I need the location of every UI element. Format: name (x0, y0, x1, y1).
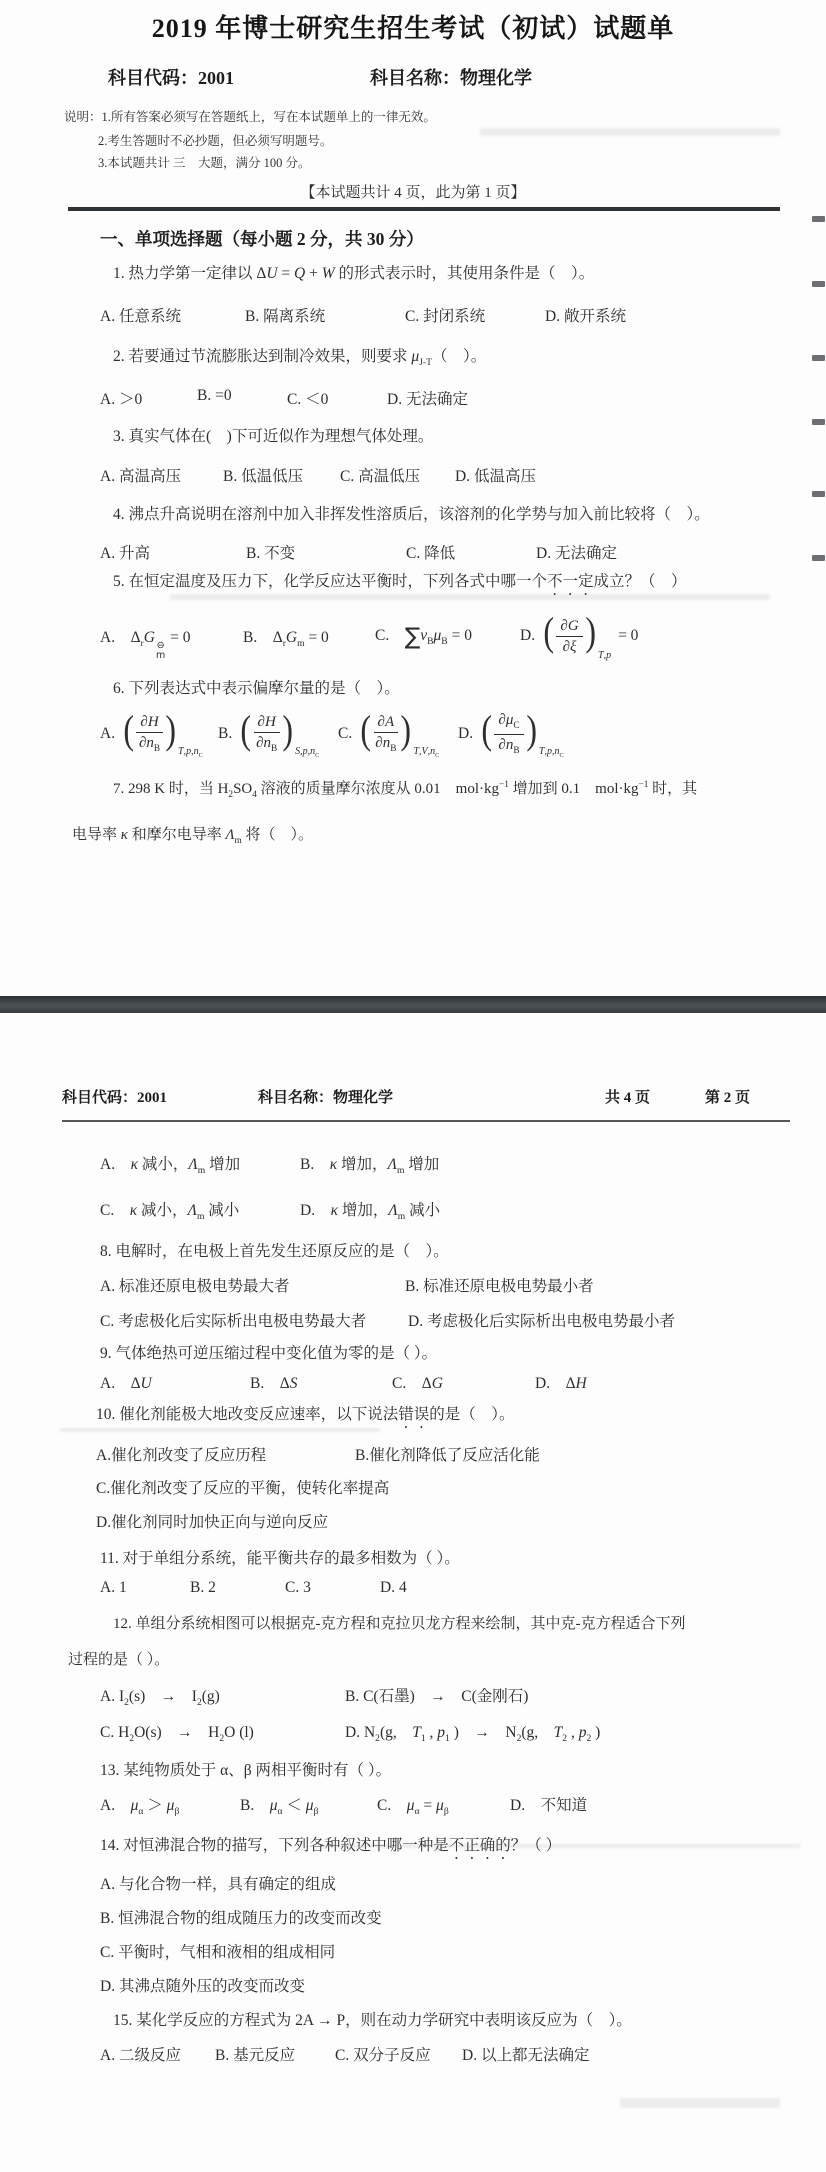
q12-option-a: A. $I_2(s)$ → $I_2(g)$ (100, 1688, 220, 1709)
scan-streak (480, 128, 780, 136)
subject-code: 科目代码：2001 (108, 68, 234, 88)
fraction-condition-subscript: $T,p,n_C$ (538, 746, 564, 759)
q3-option-a: A. 高温高压 (100, 468, 181, 485)
scan-artifact (812, 216, 825, 222)
page-number: 第 2 页 (705, 1090, 751, 1106)
total-pages: 共 4 页 (605, 1090, 651, 1106)
q9-option-b: B. ΔS (250, 1375, 298, 1392)
q3-option-b: B. 低温低压 (223, 468, 304, 485)
q11-option-b: B. 2 (190, 1579, 216, 1596)
fraction-denominator: $\partial n_B$ (256, 734, 278, 754)
left-paren (241, 730, 252, 739)
question-15-text: 15. 某化学反应的方程式为 2A → P，则在动力学研究中表明该反应为（ ）。 (113, 2012, 632, 2029)
q5-option-c: C. $\sum\nu_B\mu_B = 0$ (375, 624, 472, 650)
q14-option-d: D. 其沸点随外压的改变而改变 (100, 1978, 305, 1995)
question-7-options-row-2 (0, 1198, 826, 1224)
q4-option-c: C. 降低 (406, 545, 456, 562)
question-1-options (0, 304, 826, 330)
subject-name: 科目名称：物理化学 (370, 68, 532, 88)
q7-option-c: C. κ 减小，$\Lambda_m$ 减小 (100, 1202, 240, 1223)
q14-option-b: B. 恒沸混合物的组成随压力的改变而改变 (100, 1910, 382, 1927)
question-14-options-row-2 (0, 1906, 826, 1932)
question-14-options-row-3 (0, 1940, 826, 1966)
q5-option-d (520, 608, 638, 664)
fraction-condition-subscript: $T,p,n_C$ (178, 746, 203, 759)
question-10-text: 10. 催化剂能极大地改变反应速率，以下说法错误的是（ ）。 (96, 1406, 515, 1423)
q12-option-d: D. $N_2(g$, $T_1$ , $p_1$ ) → $N_2(g$, $T_2$ , $p_2$ ) (345, 1724, 601, 1745)
q11-option-d: D. 4 (380, 1579, 407, 1596)
partial-derivative-fraction (136, 713, 162, 755)
scan-artifact (812, 491, 825, 497)
q9-option-a: A. ΔU (100, 1375, 152, 1392)
scan-streak (620, 2098, 780, 2108)
q2-option-d: D. 无法确定 (387, 391, 468, 408)
header-rule (68, 207, 780, 211)
question-7-text-line-2: 电导率 κ 和摩尔电导率 $\Lambda_m$ 将（ ）。 (72, 827, 314, 846)
q10-option-c: C.催化剂改变了反应的平衡，使转化率提高 (96, 1480, 390, 1497)
question-8-text: 8. 电解时，在电极上首先发生还原反应的是（ ）。 (100, 1243, 449, 1260)
q12-option-b: B. C(石墨) → C(金刚石) (345, 1688, 529, 1705)
instruction-line-1: 说明：1.所有答案必须写在答题纸上，写在本试题单上的一律无效。 (64, 110, 436, 124)
page-count-info: 【本试题共计 4 页，此为第 1 页】 (300, 185, 526, 201)
question-5-options (0, 608, 826, 668)
question-10-options-row-3 (0, 1510, 826, 1536)
q15-option-b: B. 基元反应 (215, 2047, 296, 2064)
q1-option-b: B. 隔离系统 (245, 308, 326, 325)
question-1-text: 1. 热力学第一定律以 ΔU = Q + W 的形式表示时，其使用条件是（ ）。 (113, 265, 595, 282)
question-6-text: 6. 下列表达式中表示偏摩尔量的是（ ）。 (113, 680, 400, 697)
question-10-options-row-2 (0, 1476, 826, 1502)
q2-option-c: C. ＜0 (287, 391, 329, 408)
fraction-numerator: ∂G (556, 617, 582, 637)
question-14-text: 14. 对恒沸混合物的描写，下列各种叙述中哪一种是不正确的？（ ） (100, 1837, 562, 1854)
question-12-options-row-1 (0, 1684, 826, 1710)
fraction-condition-subscript: T,p (598, 650, 612, 661)
q4-option-d: D. 无法确定 (536, 545, 617, 562)
q13-option-c: C. $\mu_\alpha = \mu_\beta$ (377, 1797, 449, 1818)
question-15-options (0, 2043, 826, 2069)
page-title: 2019 年博士研究生招生考试（初试）试题单 (151, 14, 675, 43)
q9-option-d: D. ΔH (535, 1375, 587, 1392)
question-8-options-row-1 (0, 1274, 826, 1300)
subject-name: 科目名称：物理化学 (258, 1090, 394, 1106)
q5-option-a: A. $\Delta_rG$ ⊖ m = 0 (100, 629, 191, 661)
option-label: A. (100, 725, 116, 742)
right-paren (585, 632, 596, 641)
q1-option-a: A. 任意系统 (100, 308, 181, 325)
question-13-options (0, 1793, 826, 1819)
q14-option-c: C. 平衡时，气相和液相的组成相同 (100, 1944, 336, 1961)
right-paren (526, 730, 537, 739)
q3-option-d: D. 低温高压 (455, 468, 536, 485)
q1-option-d: D. 敞开系统 (545, 308, 626, 325)
question-12-text-line-1: 12. 单组分系统相图可以根据克-克方程和克拉贝龙方程来绘制，其中克-克方程适合下列 (113, 1616, 686, 1632)
question-14-options-row-4 (0, 1974, 826, 2000)
q8-option-c: C. 考虑极化后实际析出电极电势最大者 (100, 1313, 367, 1330)
page-separator-band (0, 996, 826, 1013)
question-9-options (0, 1371, 826, 1397)
q6-option-b (218, 706, 319, 762)
right-paren (400, 730, 411, 739)
scan-artifact (812, 555, 825, 561)
q9-option-c: C. ΔG (392, 1375, 443, 1392)
formula-suffix: = 0 (618, 627, 639, 644)
partial-derivative-fraction (374, 713, 399, 755)
question-6-options (0, 706, 826, 770)
q8-option-a: A. 标准还原电极电势最大者 (100, 1278, 290, 1295)
question-9-text: 9. 气体绝热可逆压缩过程中变化值为零的是（ ）。 (100, 1345, 438, 1362)
q3-option-c: C. 高温低压 (340, 468, 421, 485)
q6-option-c (338, 706, 439, 762)
q4-option-b: B. 不变 (246, 545, 296, 562)
fraction-condition-subscript: $S,p,n_C$ (295, 746, 320, 759)
partial-derivative-fraction (556, 617, 582, 656)
q11-option-a: A. 1 (100, 1579, 127, 1596)
subject-code: 科目代码：2001 (62, 1090, 168, 1106)
fraction-denominator: $\partial n_B$ (498, 736, 520, 756)
partial-derivative-fraction (494, 711, 523, 756)
q13-option-a: A. $\mu_\alpha > \mu_\beta$ (100, 1797, 180, 1818)
question-7-options-row-1 (0, 1152, 826, 1178)
q2-option-a: A. ＞0 (100, 391, 143, 408)
question-11-text: 11. 对于单组分系统，能平衡共存的最多相数为（ ）。 (100, 1550, 460, 1567)
instruction-line-3: 3.本试题共计 三 大题，满分 100 分。 (98, 156, 311, 170)
question-14-options-row-1 (0, 1872, 826, 1898)
left-paren (543, 632, 554, 641)
question-7-text-line-1: 7. 298 K 时，当 $H_2SO_4$ 溶液的质量摩尔浓度从 0.01 $mol\cdot kg^{-1}$ 增加到 0.1 $mol\cdot kg^{-1}$ 时，其 (113, 780, 698, 800)
q10-option-d: D.催化剂同时加快正向与逆向反应 (96, 1514, 329, 1531)
left-paren (361, 730, 372, 739)
right-paren (282, 730, 293, 739)
q15-option-c: C. 双分子反应 (335, 2047, 431, 2064)
question-12-text-line-2: 过程的是（ ）。 (68, 1652, 170, 1668)
question-2-options (0, 387, 826, 413)
question-11-options (0, 1579, 826, 1605)
q15-option-a: A. 二级反应 (100, 2047, 181, 2064)
q7-option-b: B. κ 增加，$\Lambda_m$ 增加 (300, 1156, 440, 1177)
question-12-options-row-2 (0, 1720, 826, 1746)
left-paren (123, 730, 134, 739)
question-4-text: 4. 沸点升高说明在溶剂中加入非挥发性溶质后，该溶剂的化学势与加入前比较将（ ）。 (113, 506, 710, 523)
section-title: 一、单项选择题（每小题 2 分，共 30 分） (100, 229, 424, 249)
fraction-denominator: $\partial n_B$ (375, 734, 397, 754)
q10-option-b: B.催化剂降低了反应活化能 (355, 1447, 540, 1464)
q12-option-c: C. $H_2O(s)$ → $H_2O$ (l) (100, 1724, 254, 1745)
option-label: C. (338, 725, 353, 742)
page2-header-rule (62, 1120, 790, 1122)
fraction-numerator: ∂A (374, 713, 399, 733)
question-3-text: 3. 真实气体在( )下可近似作为理想气体处理。 (113, 428, 434, 445)
scan-artifact (812, 355, 825, 361)
question-8-options-row-2 (0, 1309, 826, 1335)
q2-option-b: B. =0 (197, 387, 232, 404)
q7-option-a: A. κ 减小，$\Lambda_m$ 增加 (100, 1156, 241, 1177)
question-10-options-row-1 (0, 1443, 826, 1469)
q4-option-a: A. 升高 (100, 545, 150, 562)
q7-option-d: D. κ 增加，$\Lambda_m$ 减小 (300, 1202, 441, 1223)
q15-option-d: D. 以上都无法确定 (462, 2047, 590, 2064)
q11-option-c: C. 3 (285, 1579, 311, 1596)
right-paren (165, 730, 176, 739)
q5-option-b: B. $\Delta_rG_m = 0$ (243, 629, 329, 650)
fraction-numerator: ∂H (136, 713, 162, 733)
q6-option-a (100, 706, 203, 762)
question-4-options (0, 541, 826, 567)
q14-option-a: A. 与化合物一样，具有确定的组成 (100, 1876, 336, 1893)
q8-option-b: B. 标准还原电极电势最小者 (405, 1278, 594, 1295)
question-3-options (0, 464, 826, 490)
question-5-text: 5. 在恒定温度及压力下，化学反应达平衡时，下列各式中哪一个不一定成立？（ ） (113, 573, 687, 590)
fraction-condition-subscript: $T,V,n_C$ (413, 746, 440, 759)
fraction-denominator: ∂ξ (562, 638, 577, 655)
q10-option-a: A.催化剂改变了反应历程 (96, 1447, 267, 1464)
q6-option-d (458, 706, 564, 762)
option-label: D. (520, 627, 536, 644)
scan-artifact (812, 419, 825, 425)
partial-derivative-fraction (254, 713, 280, 755)
q1-option-c: C. 封闭系统 (405, 308, 486, 325)
q13-option-d: D. 不知道 (510, 1797, 588, 1814)
scan-artifact (812, 281, 825, 287)
q13-option-b: B. $\mu_\alpha < \mu_\beta$ (240, 1797, 319, 1818)
question-13-text: 13. 某纯物质处于 α、β 两相平衡时有（ ）。 (100, 1762, 392, 1779)
fraction-numerator: $\partial\mu_C$ (494, 711, 523, 734)
option-label: D. (458, 725, 474, 742)
option-label: B. (218, 725, 233, 742)
question-2-text: 2. 若要通过节流膨胀达到制冷效果，则要求 $\mu_{J-T}$（ ）。 (113, 348, 487, 369)
left-paren (481, 730, 492, 739)
q8-option-d: D. 考虑极化后实际析出电极电势最小者 (408, 1313, 675, 1330)
fraction-denominator: $\partial n_B$ (138, 734, 161, 754)
instruction-line-2: 2.考生答题时不必抄题，但必须写明题号。 (98, 134, 333, 148)
fraction-numerator: ∂H (254, 713, 280, 733)
